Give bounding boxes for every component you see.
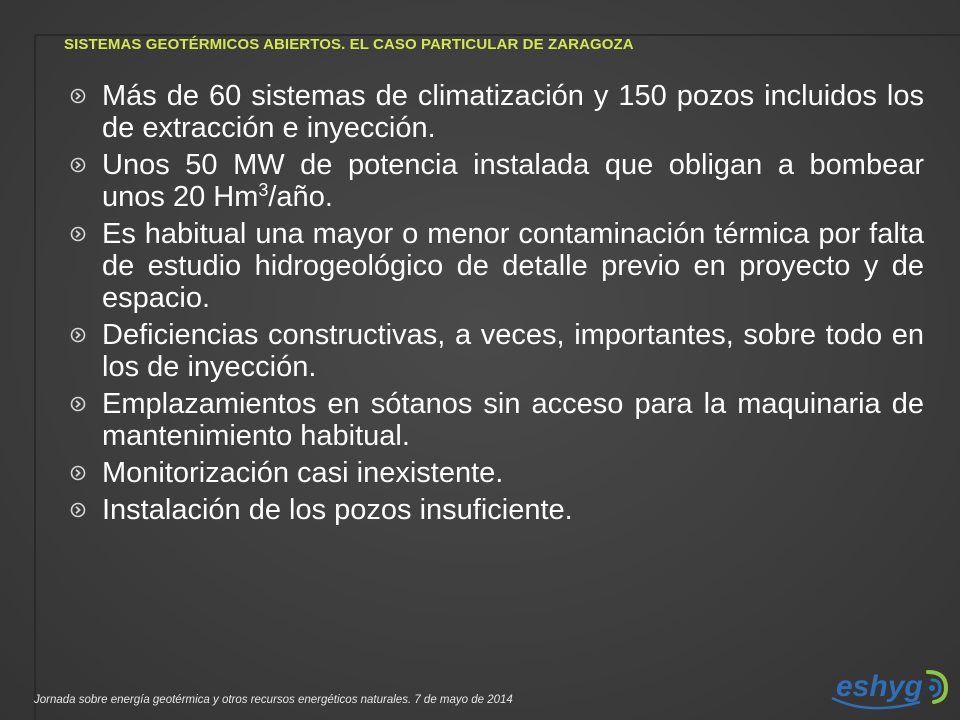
- circle-target-icon: [70, 88, 86, 104]
- bullet-text: Deficiencias constructivas, a veces, importantes, sobre todo en los de inyección.: [102, 319, 924, 383]
- bullet-text: Más de 60 sistemas de climatización y 150 pozos incluidos los de extracción e inyección.: [102, 80, 924, 144]
- circle-target-icon: [70, 157, 86, 173]
- bullet-item: [70, 149, 924, 213]
- slide-footer: Jornada sobre energía geotérmica y otros recursos energéticos naturales. 7 de mayo de 2014: [34, 694, 513, 706]
- logo-wordmark: eshyg: [836, 670, 923, 703]
- bullet-text: Monitorización casi inexistente.: [102, 457, 504, 489]
- bullet-item: [70, 494, 924, 526]
- circle-target-icon: [70, 465, 86, 481]
- bullet-item: [70, 218, 924, 314]
- circle-target-icon: [70, 396, 86, 412]
- bullet-text: Unos 50 MW de potencia instalada que obligan a bombear unos 20 Hm: [102, 149, 924, 213]
- bullet-item: [70, 80, 924, 144]
- bullet-text-end: /año.: [268, 181, 333, 213]
- eshyg-logo: [828, 658, 954, 716]
- bullet-text: Emplazamientos en sótanos sin acceso para la maquinaria de mantenimiento habitual.: [102, 388, 924, 452]
- circle-target-icon: [70, 226, 86, 242]
- slide-title: SISTEMAS GEOTÉRMICOS ABIERTOS. EL CASO PARTICULAR DE ZARAGOZA: [64, 36, 634, 53]
- bullet-item: [70, 388, 924, 452]
- bullet-text: Es habitual una mayor o menor contaminación térmica por falta de estudio hidrogeológico de detalle previo en proyecto y de espacio.: [102, 218, 924, 314]
- bullet-item: [70, 319, 924, 383]
- bullet-text: Instalación de los pozos insuficiente.: [102, 494, 573, 526]
- superscript: 3: [258, 180, 269, 201]
- circle-target-icon: [70, 327, 86, 343]
- bullet-list: [70, 80, 924, 531]
- bullet-item: [70, 457, 924, 489]
- circle-target-icon: [70, 502, 86, 518]
